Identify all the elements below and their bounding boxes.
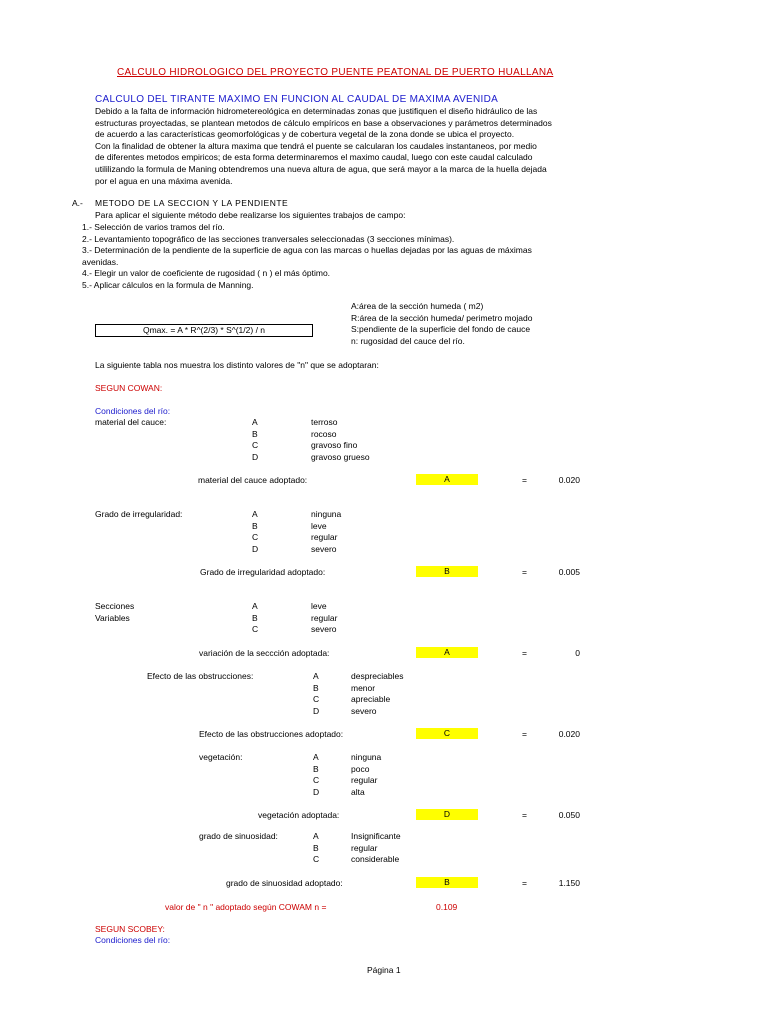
intro-line: de diferentes metodos empiricos; de esta forma determinaremos el maximo caudal, luego con este caudal calculado: [95, 152, 533, 163]
legend-item: A:área de la sección humeda ( m2): [351, 301, 484, 311]
option-text: considerable: [351, 854, 400, 865]
option-letter: B: [252, 520, 258, 531]
section-a-marker: A.-: [72, 198, 83, 208]
equals-sign: =: [522, 567, 527, 577]
vegetation-adopted-cell: D: [416, 809, 478, 820]
sections-label: [95, 601, 134, 624]
option-letter: D: [252, 451, 259, 462]
option-letter: C: [252, 440, 259, 451]
option-text: severo: [311, 624, 337, 635]
step-item: 1.- Selección de varios tramos del río.: [82, 222, 225, 232]
sections-label-line: Secciones: [95, 601, 135, 611]
cowan-conditions: Condiciones del río:: [95, 406, 171, 416]
option-text: despreciables: [351, 671, 404, 681]
sinuosity-adopted-label: grado de sinuosidad adoptado:: [226, 878, 343, 888]
vegetation-letters: [313, 752, 319, 798]
obstructions-adopted-cell: C: [416, 728, 478, 739]
option-text: gravoso grueso: [311, 451, 370, 462]
option-text: regular: [311, 612, 338, 623]
option-letter: D: [313, 786, 320, 797]
option-text: severo: [351, 705, 377, 716]
intro-paragraph: [95, 106, 552, 187]
irregularity-value: 0.005: [558, 567, 580, 577]
option-text: ninguna: [351, 752, 382, 762]
step-item: 5.- Aplicar cálculos en la formula de Manning.: [82, 279, 254, 290]
option-text: alta: [351, 786, 365, 797]
step-item: 4.- Elegir un valor de coeficiente de rugosidad ( n ) el más óptimo.: [82, 268, 331, 279]
vegetation-options: [351, 752, 381, 798]
option-letter: A: [313, 752, 319, 762]
option-text: regular: [311, 532, 338, 543]
material-letters: [252, 417, 258, 463]
intro-line: de acuerdo a las características geomorfológicas y de cobertura vegetal de la zona donde se ubica el proyecto.: [95, 129, 515, 140]
intro-line: estructuras proyectadas, se plantean metodos de cálculo empíricos en base a observaciones y parámetros determinados: [95, 117, 552, 128]
option-text: regular: [351, 775, 378, 786]
legend-item: S:pendiente de la superficie del fondo de cauce: [351, 324, 531, 335]
equals-sign: =: [522, 878, 527, 888]
irregularity-adopted-cell: B: [416, 566, 478, 577]
intro-line: Con la finalidad de obtener la altura maxima que tendrá el puente se calcularan los caudales instantaneos, por medio: [95, 140, 537, 151]
option-letter: C: [313, 694, 320, 705]
option-letter: D: [313, 705, 320, 716]
material-label: material del cauce:: [95, 417, 167, 427]
option-letter: B: [252, 428, 258, 439]
step-item: avenidas.: [82, 256, 119, 267]
step-item: 2.- Levantamiento topográfico de las secciones tranversales seleccionadas (3 secciones mínimas).: [82, 233, 455, 244]
formula-legend: [351, 301, 532, 347]
intro-line: utililizando la formula de Maning obtendremos una nueva altura de agua, que será mayor a la marca de la huella dejada: [95, 163, 547, 174]
section-a-steps: [82, 222, 532, 292]
sinuosity-options: [351, 831, 401, 866]
document-subtitle: CALCULO DEL TIRANTE MAXIMO EN FUNCION AL CAUDAL DE MAXIMA AVENIDA: [95, 94, 499, 105]
irregularity-options: [311, 509, 341, 555]
vegetation-adopted-label: vegetación adoptada:: [258, 810, 340, 820]
sinuosity-value: 1.150: [558, 878, 580, 888]
option-text: apreciable: [351, 694, 391, 705]
option-text: rocoso: [311, 428, 337, 439]
option-letter: A: [313, 671, 319, 681]
option-text: gravoso fino: [311, 440, 358, 451]
option-text: leve: [311, 601, 327, 611]
option-text: regular: [351, 842, 378, 853]
section-a-lead: Para aplicar el siguiente método debe realizarse los siguientes trabajos de campo:: [95, 210, 406, 220]
equals-sign: =: [522, 648, 527, 658]
option-letter: C: [313, 854, 320, 865]
intro-line: por el agua en una máxima avenida.: [95, 175, 233, 186]
step-item: 3.- Determinación de la pendiente de la superficie de agua con las marcas o huellas dejadas por las aguas de máximas: [82, 245, 532, 256]
vegetation-value: 0.050: [558, 810, 580, 820]
irregularity-label: Grado de irregularidad:: [95, 509, 183, 519]
option-letter: C: [313, 775, 320, 786]
sinuosity-adopted-cell: B: [416, 877, 478, 888]
legend-item: n: rugosidad del cauce del río.: [351, 335, 465, 346]
document-title: CALCULO HIDROLOGICO DEL PROYECTO PUENTE PEATONAL DE PUERTO HUALLANA: [117, 67, 554, 78]
sections-adopted-cell: A: [416, 647, 478, 658]
option-text: poco: [351, 763, 370, 774]
sinuosity-letters: [313, 831, 319, 866]
obstructions-adopted-label: Efecto de las obstrucciones adoptado:: [199, 729, 344, 739]
cowan-heading: SEGUN COWAN:: [95, 383, 163, 393]
option-letter: A: [252, 509, 258, 519]
irregularity-letters: [252, 509, 258, 555]
obstructions-options: [351, 671, 403, 717]
obstructions-label: Efecto de las obstrucciones:: [147, 671, 254, 681]
sinuosity-label: grado de sinuosidad:: [199, 831, 278, 841]
option-letter: A: [313, 831, 319, 841]
section-a-title: METODO DE LA SECCION Y LA PENDIENTE: [95, 198, 289, 208]
scobey-heading: SEGUN SCOBEY:: [95, 924, 165, 934]
option-letter: B: [313, 763, 319, 774]
cowan-result-label: valor de " n " adoptado según COWAM n =: [165, 902, 327, 912]
table-intro: La siguiente tabla nos muestra los distinto valores de "n" que se adoptaran:: [95, 360, 379, 370]
material-adopted-cell: A: [416, 474, 478, 485]
option-text: severo: [311, 543, 337, 554]
sections-label-line: Variables: [95, 612, 130, 623]
option-letter: C: [252, 624, 259, 635]
vegetation-label: vegetación:: [199, 752, 243, 762]
equals-sign: =: [522, 729, 527, 739]
legend-item: R:área de la sección humeda/ perimetro mojado: [351, 312, 533, 323]
material-value: 0.020: [558, 475, 580, 485]
option-letter: B: [252, 612, 258, 623]
intro-line: Debido a la falta de información hidrometereológica en determinadas zonas que justifiquen el diseño hidráulico de las: [95, 106, 538, 116]
page-footer: Página 1: [367, 965, 401, 975]
sections-letters: [252, 601, 258, 636]
option-text: Insignificante: [351, 831, 401, 841]
sections-adopted-label: variación de la seccción adoptada:: [199, 648, 330, 658]
equals-sign: =: [522, 810, 527, 820]
option-text: ninguna: [311, 509, 342, 519]
sections-value: 0: [575, 648, 580, 658]
option-letter: A: [252, 417, 258, 427]
option-letter: B: [313, 842, 319, 853]
option-text: menor: [351, 682, 376, 693]
equals-sign: =: [522, 475, 527, 485]
option-text: leve: [311, 520, 327, 531]
option-letter: B: [313, 682, 319, 693]
irregularity-adopted-label: Grado de irregularidad adoptado:: [200, 567, 326, 577]
manning-formula: Qmax. = A * R^(2/3) * S^(1/2) / n: [95, 324, 313, 337]
option-letter: D: [252, 543, 259, 554]
option-text: terroso: [311, 417, 338, 427]
cowan-result-value: 0.109: [436, 902, 458, 912]
option-letter: C: [252, 532, 259, 543]
material-options: [311, 417, 370, 463]
material-adopted-label: material del cauce adoptado:: [198, 475, 308, 485]
sections-options: [311, 601, 337, 636]
option-letter: A: [252, 601, 258, 611]
obstructions-value: 0.020: [558, 729, 580, 739]
obstructions-letters: [313, 671, 319, 717]
scobey-conditions: Condiciones del río:: [95, 935, 171, 945]
